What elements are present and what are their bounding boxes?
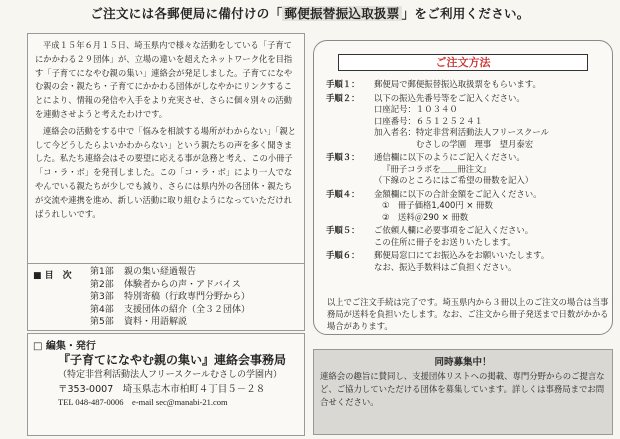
toc-title: 親の集い経過報告 bbox=[124, 267, 197, 277]
step-line: 金額欄に以下の合計金額をご記入ください。 bbox=[374, 188, 542, 199]
step-line: ご依頼人欄に必要事項をご記入ください。 bbox=[374, 225, 534, 235]
account-number: 口座番号：６５１２５２４１ bbox=[374, 115, 483, 126]
recruitment-body: 連絡会の趣旨に賛同し、支援団体リストへの掲載、専門分野からのご提言など、ご協力していただける団体を募集しています。詳しくは事務局までお問合せください。 bbox=[320, 371, 605, 407]
toc-item bbox=[90, 291, 250, 304]
toc-title: 資料・用語解説 bbox=[124, 317, 188, 327]
toc-title: 支援団体の紹介（全３２団体） bbox=[124, 304, 251, 315]
step-line: 郵便局窓口にてお振込みをお願いいたします。 bbox=[374, 250, 550, 260]
step-number: 手順１： bbox=[326, 79, 360, 89]
order-steps bbox=[326, 79, 608, 275]
publisher-box bbox=[27, 333, 305, 436]
step-line: この住所に冊子をお送りいたします。 bbox=[374, 236, 516, 247]
publisher-subtitle: （特定非営利活動法人フリースクールむさしの学園内） bbox=[58, 370, 283, 380]
order-step-3 bbox=[326, 152, 608, 187]
step-number: 手順５： bbox=[326, 225, 360, 235]
publisher-contact: TEL 048-487-0006 e-mail sec@manabi-21.com bbox=[58, 397, 228, 407]
order-step-6 bbox=[326, 250, 608, 273]
toc-title: 特別寄稿（行政専門分野から） bbox=[124, 292, 251, 302]
step-number: 手順６： bbox=[326, 250, 360, 260]
toc-item bbox=[90, 279, 250, 292]
publisher-org: 『子育てになやむ親の集い』連絡会事務局 bbox=[58, 353, 287, 367]
step-number: 手順４： bbox=[326, 188, 360, 199]
toc-item bbox=[90, 304, 250, 317]
shipping-line: ② 送料＠290 × 冊数 bbox=[382, 211, 469, 222]
toc-heading: ■ 目 次 bbox=[33, 271, 72, 281]
order-step-2 bbox=[326, 93, 608, 151]
order-step-5 bbox=[326, 225, 608, 248]
intro-paragraph-2: 連絡会の活動をする中で「悩みを相談する場所がわからない」「親として今どうしたらよいかわからない」という親たちの声を多く聞きました。私たち連絡会はその要望に応える事が急務と考え、この小冊子「コ・ラ・ボ」を発刊しました。この「コ・ラ・ボ」により一人でなやんでいる親たちが少しでも減り、さらには県内外の各団体・親たちが交流や連携を進め、新しい活動に取り組むようになっていただければうれしいです。 bbox=[35, 125, 297, 219]
account-holder: 加入者名：特定非営利活動法人フリースクール bbox=[374, 127, 549, 137]
banner-suffix: 」をご利用ください。 bbox=[401, 6, 530, 21]
publisher-address: 〒353-0007 埼玉県志木市柏町４丁目５－２８ bbox=[58, 384, 266, 395]
intro-box bbox=[27, 33, 305, 273]
toc-list bbox=[90, 266, 250, 329]
step-number: 手順３： bbox=[326, 152, 360, 162]
order-step-1 bbox=[326, 79, 608, 91]
toc-part: 第2部 bbox=[90, 279, 114, 290]
step-line: 以下の振込先番号等をご記入ください。 bbox=[374, 92, 525, 103]
step-number: 手順２： bbox=[326, 92, 360, 103]
toc-title: 体験者からの声・アドバイス bbox=[124, 279, 241, 290]
order-step-4 bbox=[326, 189, 608, 224]
recruitment-box bbox=[313, 349, 613, 435]
order-banner bbox=[0, 4, 620, 22]
price-line: ① 冊子価格1,400円 × 冊数 bbox=[382, 200, 493, 210]
toc-part: 第3部 bbox=[90, 292, 114, 302]
step-line: 通信欄に以下のようにご記入ください。 bbox=[374, 152, 525, 162]
order-method-title: ご注文方法 bbox=[338, 54, 588, 71]
publisher-heading: □ 編集・発行 bbox=[33, 341, 96, 352]
step-line: 郵便局で郵便振替振込取扱票をもらいます。 bbox=[374, 79, 541, 89]
step-line: 『冊子コラボを＿＿冊注文』 bbox=[382, 163, 491, 174]
toc-part: 第1部 bbox=[90, 267, 114, 277]
step-line: なお、振込手数料はご負担ください。 bbox=[374, 261, 517, 272]
account-symbol: 口座記号：１０３４０ bbox=[374, 104, 458, 114]
table-of-contents bbox=[27, 263, 305, 331]
toc-part: 第4部 bbox=[90, 304, 114, 315]
recruitment-title: 同時募集中！ bbox=[434, 357, 492, 368]
order-method-box bbox=[313, 40, 613, 335]
account-holder-cont: むさしの学園 理事 望月泰宏 bbox=[374, 138, 534, 149]
order-note: 以上でご注文手続は完了です。埼玉県内から３冊以上のご注文の場合は当事務局が送料を負担いたします。なお、ご注文から冊子発送まで日数がかかる場合があります。 bbox=[327, 297, 609, 331]
intro-paragraph-1: 平成１５年６月１５日、埼玉県内で様々な活動をしている「子育てにかかわる２９団体」が、立場の違いを超えたネットワーク化を目指す「子育てになやむ親の集い」連絡会が発足しました。子育てになやむ親の会・親たち・子育てにかかわる団体がしなやかにリンクすることにより、情報の発信や入手をより充実させ、さらに個々別々の活動を連動させようと考えたわけです。 bbox=[35, 40, 293, 119]
intro-text bbox=[27, 33, 305, 273]
toc-item bbox=[90, 266, 250, 279]
step-line: （下線のところにはご希望の冊数を記入） bbox=[374, 175, 534, 185]
toc-item bbox=[90, 316, 250, 329]
banner-highlight: 郵便振替振込取扱票 bbox=[284, 6, 400, 21]
banner-prefix: ご注文には各郵便局に備付けの「 bbox=[90, 6, 283, 21]
toc-part: 第5部 bbox=[90, 317, 114, 327]
